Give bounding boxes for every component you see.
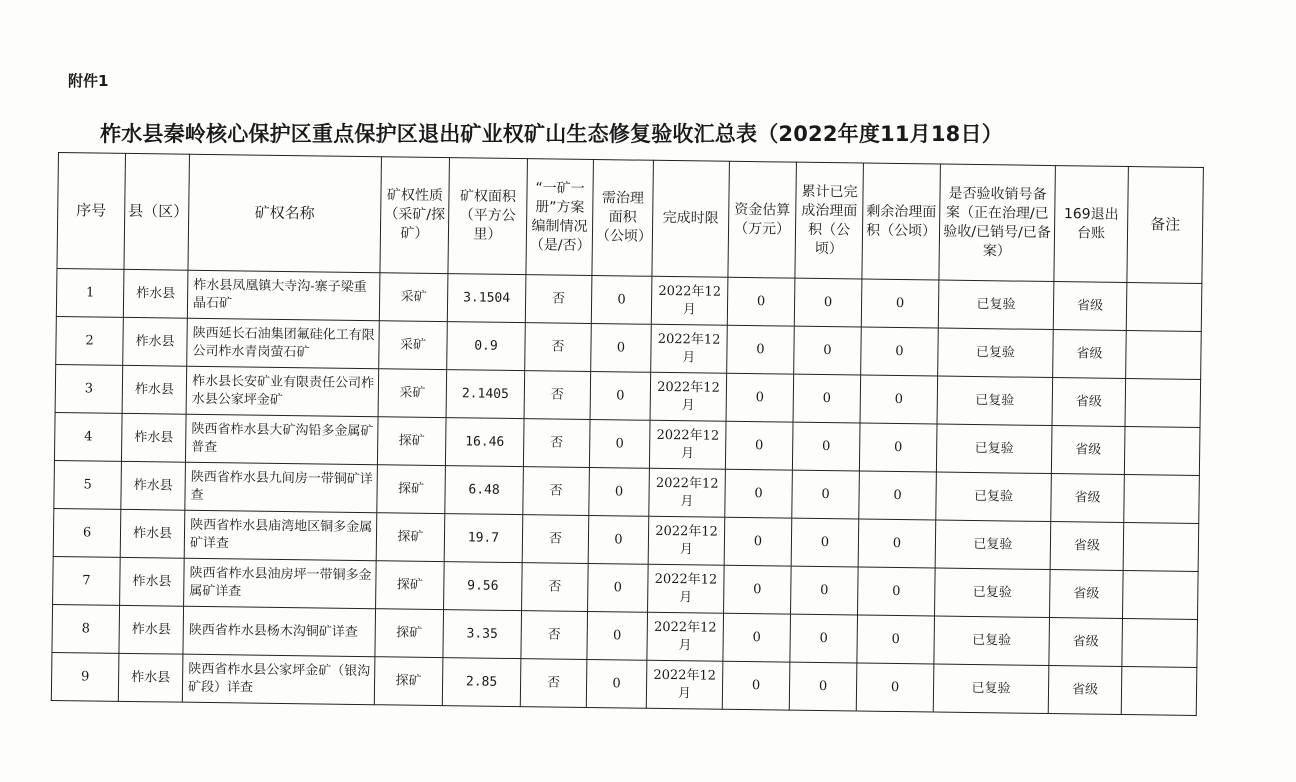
header-area: 矿权面积（平方公里） (448, 158, 528, 275)
cell-remark (1126, 330, 1202, 379)
table-header-row (57, 153, 1203, 284)
cell-done-area: 0 (794, 278, 862, 327)
cell-deadline: 2022年12月 (648, 516, 725, 565)
cell-remain-area: 0 (856, 663, 934, 712)
cell-nature: 探矿 (375, 609, 444, 658)
header-seq: 序号 (57, 153, 126, 270)
cell-name: 陕西延长石油集团氟硅化工有限公司柞水青岗萤石矿 (187, 318, 380, 369)
header-remain-area: 剩余治理面积（公顷） (862, 163, 941, 280)
cell-county: 柞水县 (121, 413, 186, 462)
summary-table (51, 152, 1204, 716)
cell-remain-area: 0 (859, 423, 937, 472)
cell-deadline: 2022年12月 (650, 372, 727, 421)
cell-fund: 0 (727, 277, 795, 326)
cell-seq: 7 (53, 556, 121, 605)
cell-status: 已复验 (936, 424, 1052, 474)
cell-remain-area: 0 (857, 615, 935, 664)
cell-remark (1126, 283, 1202, 332)
cell-county: 柞水县 (120, 509, 185, 558)
cell-status: 已复验 (935, 568, 1051, 618)
cell-name: 柞水县凤凰镇大寺沟-寨子梁重晶石矿 (187, 270, 380, 321)
cell-need-area: 0 (587, 611, 648, 660)
cell-status: 已复验 (936, 472, 1052, 522)
cell-nature: 采矿 (378, 369, 447, 418)
header-done-area: 累计已完成治理面积（公顷） (795, 162, 864, 279)
cell-deadline: 2022年12月 (651, 324, 728, 373)
cell-nature: 采矿 (379, 273, 448, 322)
cell-need-area: 0 (591, 323, 652, 372)
cell-fund: 0 (722, 661, 790, 710)
cell-need-area: 0 (589, 419, 650, 468)
summary-table-container (51, 152, 1204, 716)
cell-fund: 0 (724, 565, 792, 614)
table-body (51, 268, 1202, 715)
cell-need-area: 0 (590, 371, 651, 420)
cell-area: 16.46 (445, 418, 524, 467)
header-plan: “一矿一册”方案编制情况（是/否） (526, 159, 594, 276)
cell-area: 2.85 (442, 658, 521, 707)
cell-remain-area: 0 (858, 519, 936, 568)
cell-seq: 8 (52, 604, 120, 653)
cell-area: 3.1504 (447, 274, 526, 323)
cell-remain-area: 0 (859, 471, 937, 520)
cell-name: 柞水县长安矿业有限责任公司柞水县公家坪金矿 (186, 366, 379, 417)
cell-plan: 否 (521, 611, 588, 660)
cell-done-area: 0 (792, 470, 860, 519)
cell-ledger: 省级 (1051, 474, 1125, 523)
cell-name: 陕西省柞水县庙湾地区铜多金属矿详查 (184, 510, 377, 561)
cell-status: 已复验 (933, 664, 1049, 714)
cell-ledger: 省级 (1051, 426, 1125, 475)
cell-seq: 6 (53, 508, 121, 557)
cell-seq: 2 (56, 316, 124, 365)
cell-deadline: 2022年12月 (646, 660, 723, 709)
page-title: 柞水县秦岭核心保护区重点保护区退出矿业权矿山生态修复验收汇总表（2022年度11月18日） (100, 122, 1003, 146)
cell-fund: 0 (723, 613, 791, 662)
header-fund: 资金估算（万元） (728, 161, 797, 278)
cell-fund: 0 (724, 517, 792, 566)
cell-done-area: 0 (789, 662, 857, 711)
cell-need-area: 0 (588, 563, 649, 612)
cell-nature: 探矿 (376, 561, 445, 610)
cell-name: 陕西省柞水县大矿沟铅多金属矿普查 (185, 414, 378, 465)
cell-seq: 3 (55, 364, 123, 413)
cell-plan: 否 (522, 515, 589, 564)
cell-deadline: 2022年12月 (651, 276, 728, 325)
cell-done-area: 0 (791, 518, 859, 567)
cell-remark (1122, 618, 1198, 667)
cell-area: 6.48 (445, 466, 524, 515)
cell-remark (1123, 522, 1199, 571)
cell-county: 柞水县 (122, 365, 187, 414)
header-deadline: 完成时限 (652, 160, 730, 277)
cell-seq: 5 (54, 460, 122, 509)
cell-plan: 否 (520, 659, 587, 708)
cell-remain-area: 0 (860, 375, 938, 424)
cell-area: 19.7 (444, 514, 523, 563)
cell-fund: 0 (726, 373, 794, 422)
cell-plan: 否 (523, 419, 590, 468)
cell-done-area: 0 (792, 422, 860, 471)
cell-remark (1124, 426, 1200, 475)
cell-ledger: 省级 (1052, 378, 1126, 427)
cell-county: 柞水县 (119, 605, 184, 654)
cell-fund: 0 (725, 421, 793, 470)
header-ledger: 169退出台账 (1054, 166, 1129, 283)
cell-county: 柞水县 (123, 269, 188, 318)
cell-name: 陕西省柞水县九间房一带铜矿详查 (185, 462, 378, 513)
cell-remain-area: 0 (861, 327, 939, 376)
header-remark: 备注 (1127, 167, 1204, 284)
cell-nature: 探矿 (374, 657, 443, 706)
header-county: 县（区） (124, 153, 190, 270)
cell-status: 已复验 (938, 280, 1054, 330)
cell-name: 陕西省柞水县杨木沟铜矿详查 (183, 606, 376, 657)
cell-need-area: 0 (588, 515, 649, 564)
cell-ledger: 省级 (1048, 666, 1122, 715)
cell-remain-area: 0 (858, 567, 936, 616)
header-nature: 矿权性质（采矿/探矿） (380, 157, 450, 274)
cell-done-area: 0 (790, 614, 858, 663)
cell-remark (1125, 378, 1201, 427)
cell-name: 陕西省柞水县公家坪金矿（银沟矿段）详查 (182, 654, 375, 705)
cell-remain-area: 0 (861, 279, 939, 328)
cell-status: 已复验 (935, 520, 1051, 570)
cell-need-area: 0 (589, 467, 650, 516)
cell-deadline: 2022年12月 (647, 612, 724, 661)
cell-nature: 探矿 (376, 513, 445, 562)
cell-nature: 采矿 (379, 321, 448, 370)
cell-area: 2.1405 (446, 370, 525, 419)
cell-ledger: 省级 (1053, 282, 1127, 331)
cell-need-area: 0 (591, 275, 652, 324)
cell-done-area: 0 (793, 374, 861, 423)
cell-ledger: 省级 (1049, 618, 1123, 667)
cell-ledger: 省级 (1050, 522, 1124, 571)
cell-ledger: 省级 (1053, 330, 1127, 379)
cell-area: 9.56 (444, 562, 523, 611)
attachment-label: 附件1 (68, 72, 109, 90)
cell-plan: 否 (524, 371, 591, 420)
cell-fund: 0 (727, 325, 795, 374)
cell-ledger: 省级 (1049, 570, 1123, 619)
cell-remark (1121, 666, 1197, 715)
cell-status: 已复验 (937, 376, 1053, 426)
cell-seq: 4 (54, 412, 122, 461)
cell-county: 柞水县 (118, 653, 183, 702)
cell-remark (1124, 474, 1200, 523)
cell-area: 0.9 (447, 322, 526, 371)
cell-county: 柞水县 (123, 317, 188, 366)
cell-county: 柞水县 (120, 557, 185, 606)
cell-seq: 9 (51, 652, 119, 701)
header-need-area: 需治理面积（公顷） (592, 160, 654, 277)
header-status: 是否验收销号备案（正在治理/已验收/已销号/已备案） (939, 164, 1056, 281)
cell-nature: 探矿 (377, 417, 446, 466)
header-name: 矿权名称 (188, 154, 382, 273)
cell-seq: 1 (56, 268, 124, 317)
cell-county: 柞水县 (121, 461, 186, 510)
cell-done-area: 0 (794, 326, 862, 375)
cell-plan: 否 (522, 563, 589, 612)
cell-deadline: 2022年12月 (648, 564, 725, 613)
cell-done-area: 0 (791, 566, 859, 615)
cell-need-area: 0 (586, 659, 647, 708)
cell-area: 3.35 (443, 610, 522, 659)
cell-status: 已复验 (934, 616, 1050, 666)
cell-nature: 探矿 (377, 465, 446, 514)
cell-plan: 否 (523, 467, 590, 516)
cell-name: 陕西省柞水县油房坪一带铜多金属矿详查 (184, 558, 377, 609)
cell-plan: 否 (525, 323, 592, 372)
cell-fund: 0 (725, 469, 793, 518)
cell-status: 已复验 (938, 328, 1054, 378)
cell-deadline: 2022年12月 (649, 468, 726, 517)
cell-deadline: 2022年12月 (649, 420, 726, 469)
cell-plan: 否 (525, 275, 592, 324)
cell-remark (1122, 570, 1198, 619)
